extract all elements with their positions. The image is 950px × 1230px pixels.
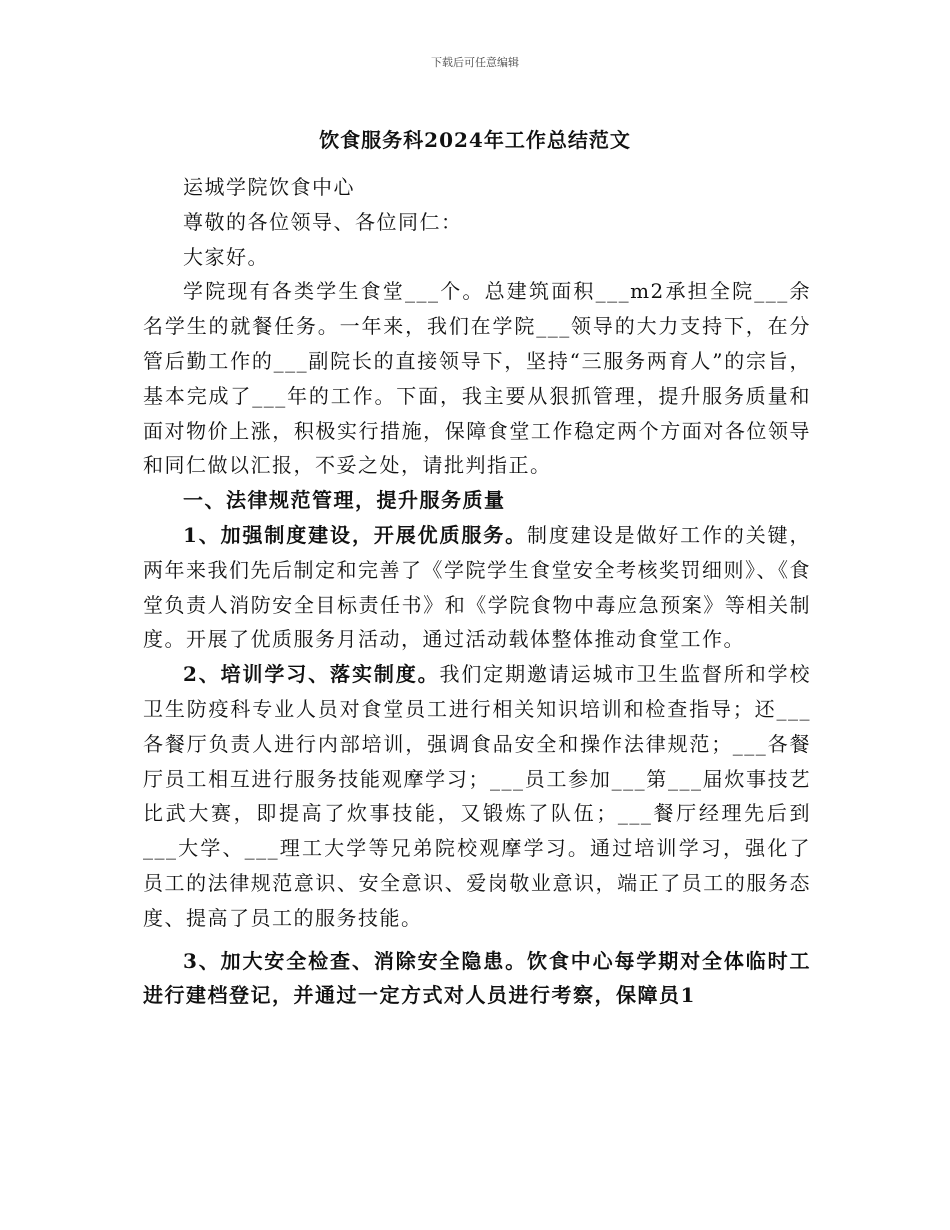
item-3-paragraph: 3、加大安全检查、消除安全隐患。饮食中心每学期对全体临时工进行建档登记，并通过一定方式对人员进行考察，保障员1 bbox=[143, 948, 811, 1008]
item-2-body: 我们定期邀请运城市卫生监督所和学校卫生防疫科专业人员对食堂员工进行相关知识培训和检查指导；还___各餐厅负责人进行内部培训，强调食品安全和操作法律规范；___各餐厅员工相互进行服务技能观摩学习；___员工参加___第___届炊事技艺比武大赛，即提高了炊事技能，又锻炼了队伍；___餐厅经理先后到___大学、___理工大学等兄弟院校观摩学习。通过培训学习，强化了员工的法律规范意识、安全意识、爱岗敬业意识，端正了员工的服务态度、提高了员工的服务技能。 bbox=[143, 662, 811, 930]
intro-paragraph: 学院现有各类学生食堂___个。总建筑面积___m2承担全院___余名学生的就餐任务。一年来，我们在学院___领导的大力支持下，在分管后勤工作的___副院长的直接领导下，坚持“三服务两育人”的宗旨，基本完成了___年的工作。下面，我主要从狠抓管理，提升服务质量和面对物价上涨，积极实行措施，保障食堂工作稳定两个方面对各位领导和同仁做以汇报，不妥之处，请批判指正。 bbox=[143, 279, 811, 478]
salutation-line: 尊敬的各位领导、各位同仁： bbox=[183, 209, 463, 234]
section-heading-1: 一、法律规范管理，提升服务质量 bbox=[183, 488, 506, 513]
header-note: 下载后可任意编辑 bbox=[431, 56, 519, 69]
organization-line: 运城学院饮食中心 bbox=[183, 175, 355, 199]
document-title: 饮食服务科2024年工作总结范文 bbox=[319, 128, 631, 152]
item-1-body: 制度建设是做好工作的关键，两年来我们先后制定和完善了《学院学生食堂安全考核奖罚细则》、《食堂负责人消防安全目标责任书》和《学院食物中毒应急预案》等相关制度。开展了优质服务月活动，通过活动载体整体推动食堂工作。 bbox=[143, 522, 812, 652]
item-1-heading: 1、加强制度建设，开展优质服务。 bbox=[183, 522, 527, 547]
item-2-paragraph bbox=[143, 657, 811, 935]
item-2-heading: 2、培训学习、落实制度。 bbox=[183, 662, 440, 687]
item-1-paragraph bbox=[143, 518, 811, 657]
document-body bbox=[143, 170, 811, 1013]
greeting-line: 大家好。 bbox=[183, 244, 269, 269]
